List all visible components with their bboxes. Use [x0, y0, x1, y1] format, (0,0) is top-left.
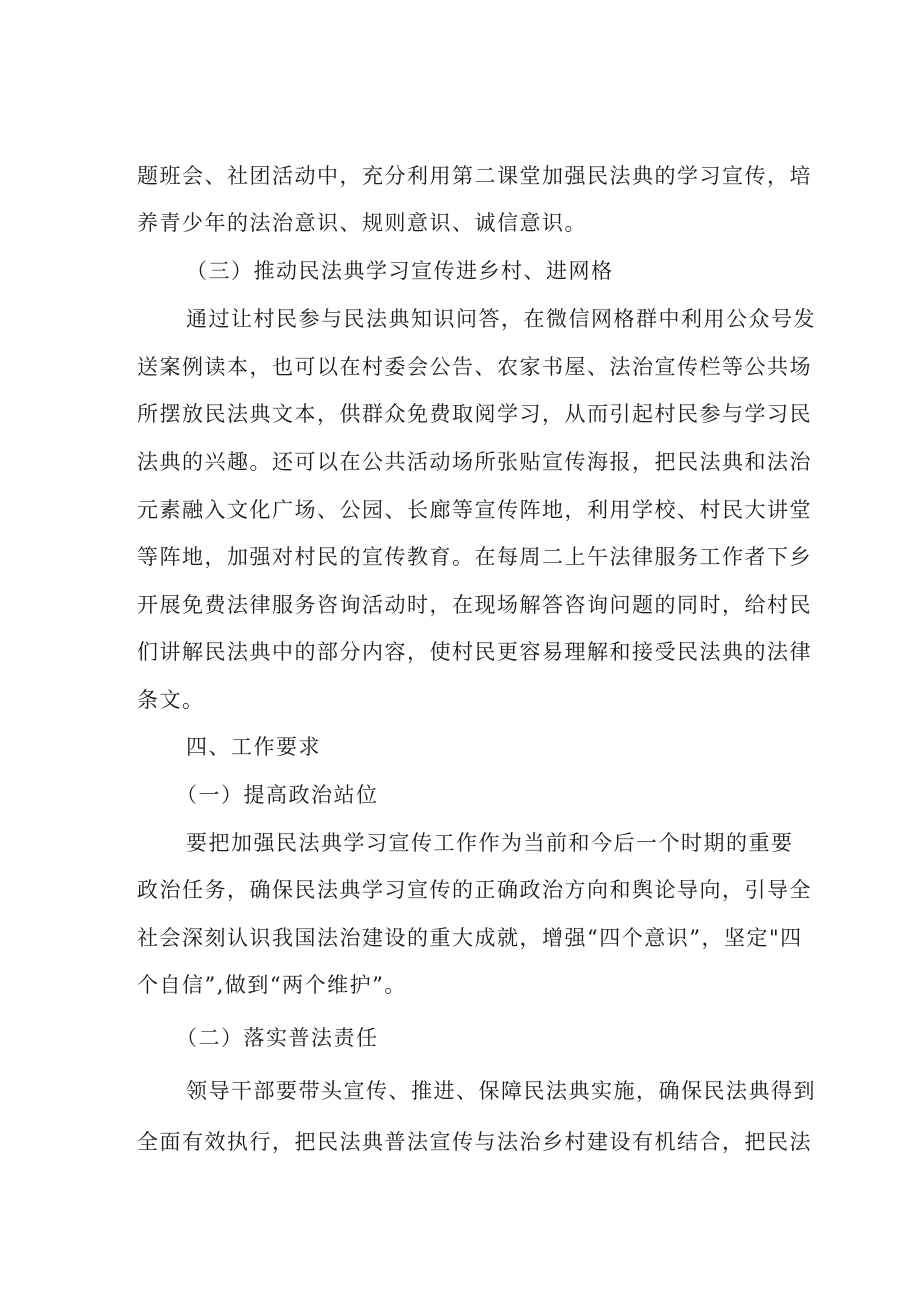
paragraph-line: 元素融入文化广场、公园、长廊等宣传阵地，利用学校、村民大讲堂 [137, 498, 812, 522]
paragraph-line: 通过让村民参与民法典知识问答，在微信网格群中利用公众号发 [186, 307, 816, 331]
paragraph-line: 开展免费法律服务咨询活动时，在现场解答咨询问题的同时，给村民 [137, 593, 812, 617]
section-heading: （三）推动民法典学习宣传进乡村、进网格 [186, 259, 614, 283]
paragraph-line: 送案例读本，也可以在村委会公告、农家书屋、法治宣传栏等公共场 [137, 355, 812, 379]
paragraph-line: 社会深刻认识我国法治建设的重大成就，增强“四个意识”，坚定"四 [137, 926, 803, 950]
paragraph-line: 们讲解民法典中的部分内容，使村民更容易理解和接受民法典的法律 [137, 640, 812, 664]
paragraph-line: 条文。 [137, 688, 205, 712]
subsection-heading: （二）落实普法责任 [176, 1026, 379, 1050]
paragraph-line: 全面有效执行，把民法典普法宣传与法治乡村建设有机结合，把民法 [137, 1130, 812, 1154]
paragraph-line: 养青少年的法治意识、规则意识、诚信意识。 [137, 211, 587, 235]
paragraph-line: 要把加强民法典学习宣传工作作为当前和今后一个时期的重要 [186, 831, 794, 855]
paragraph-line: 领导干部要带头宣传、推进、保障民法典实施，确保民法典得到 [186, 1079, 816, 1103]
paragraph-line: 题班会、社团活动中，充分利用第二课堂加强民法典的学习宣传，培 [137, 164, 812, 188]
paragraph-line: 个自信”,做到“两个维护”。 [137, 973, 407, 997]
section-heading: 四、工作要求 [186, 735, 321, 759]
paragraph-line: 所摆放民法典文本，供群众免费取阅学习，从而引起村民参与学习民 [137, 402, 812, 426]
paragraph-line: 等阵地，加强对村民的宣传教育。在每周二上午法律服务工作者下乡 [137, 545, 812, 569]
subsection-heading: （一）提高政治站位 [176, 783, 379, 807]
paragraph-line: 法典的兴趣。还可以在公共活动场所张贴宣传海报，把民法典和法治 [137, 450, 812, 474]
paragraph-line: 政治任务，确保民法典学习宣传的正确政治方向和舆论导向，引导全 [137, 878, 812, 902]
